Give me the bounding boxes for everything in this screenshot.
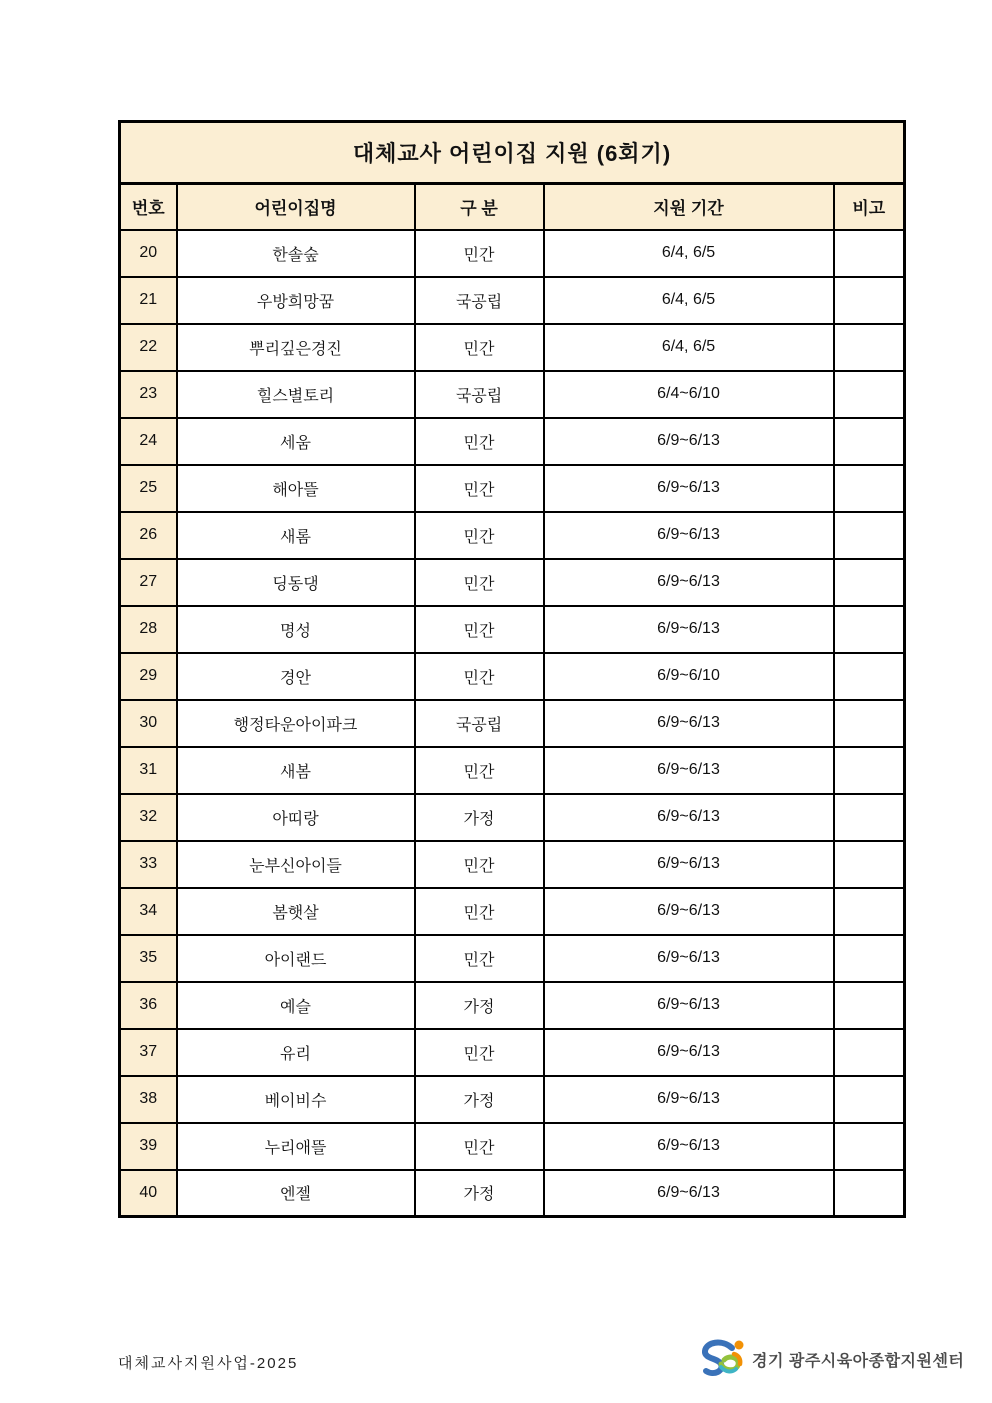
cell-center-name: 눈부신아이들 bbox=[177, 841, 415, 888]
cell-number: 21 bbox=[120, 277, 177, 324]
cell-center-name: 한솔숲 bbox=[177, 230, 415, 277]
cell-center-name: 명성 bbox=[177, 606, 415, 653]
cell-center-name: 봄햇살 bbox=[177, 888, 415, 935]
cell-type: 민간 bbox=[415, 747, 544, 794]
cell-period: 6/9~6/13 bbox=[544, 888, 834, 935]
cell-type: 민간 bbox=[415, 324, 544, 371]
cell-type: 국공립 bbox=[415, 371, 544, 418]
cell-number: 40 bbox=[120, 1170, 177, 1217]
cell-number: 29 bbox=[120, 653, 177, 700]
table-row bbox=[120, 559, 905, 606]
table-title-row bbox=[120, 122, 905, 184]
cell-period: 6/9~6/13 bbox=[544, 982, 834, 1029]
cell-center-name: 예슬 bbox=[177, 982, 415, 1029]
cell-number: 31 bbox=[120, 747, 177, 794]
cell-period: 6/9~6/13 bbox=[544, 512, 834, 559]
cell-period: 6/9~6/10 bbox=[544, 653, 834, 700]
cell-center-name: 힐스별토리 bbox=[177, 371, 415, 418]
cell-period: 6/9~6/13 bbox=[544, 700, 834, 747]
cell-note bbox=[834, 418, 905, 465]
footer-program-label: 대체교사지원사업-2025 bbox=[118, 1355, 299, 1372]
table-row bbox=[120, 935, 905, 982]
cell-center-name: 해아뜰 bbox=[177, 465, 415, 512]
cell-type: 민간 bbox=[415, 1123, 544, 1170]
footer-org-name: 경기 광주시육아종합지원센터 bbox=[752, 1352, 965, 1370]
cell-period: 6/4, 6/5 bbox=[544, 324, 834, 371]
cell-note bbox=[834, 1123, 905, 1170]
cell-center-name: 뿌리깊은경진 bbox=[177, 324, 415, 371]
table-row bbox=[120, 794, 905, 841]
cell-type: 민간 bbox=[415, 230, 544, 277]
cell-note bbox=[834, 230, 905, 277]
table-row bbox=[120, 512, 905, 559]
table-row bbox=[120, 230, 905, 277]
cell-period: 6/9~6/13 bbox=[544, 1029, 834, 1076]
cell-number: 22 bbox=[120, 324, 177, 371]
cell-center-name: 아이랜드 bbox=[177, 935, 415, 982]
cell-period: 6/4, 6/5 bbox=[544, 277, 834, 324]
cell-period: 6/9~6/13 bbox=[544, 606, 834, 653]
cell-note bbox=[834, 371, 905, 418]
cell-center-name: 우방희망꿈 bbox=[177, 277, 415, 324]
cell-type: 가정 bbox=[415, 794, 544, 841]
cell-note bbox=[834, 559, 905, 606]
cell-number: 32 bbox=[120, 794, 177, 841]
cell-type: 국공립 bbox=[415, 700, 544, 747]
cell-center-name: 딩동댕 bbox=[177, 559, 415, 606]
column-header-type: 구 분 bbox=[415, 184, 544, 230]
cell-center-name: 엔젤 bbox=[177, 1170, 415, 1217]
cell-number: 20 bbox=[120, 230, 177, 277]
cell-note bbox=[834, 982, 905, 1029]
cell-note bbox=[834, 1170, 905, 1217]
cell-period: 6/9~6/13 bbox=[544, 841, 834, 888]
cell-number: 28 bbox=[120, 606, 177, 653]
table-row bbox=[120, 465, 905, 512]
cell-note bbox=[834, 653, 905, 700]
cell-center-name: 베이비수 bbox=[177, 1076, 415, 1123]
support-table bbox=[118, 120, 906, 1218]
cell-type: 민간 bbox=[415, 841, 544, 888]
cell-number: 33 bbox=[120, 841, 177, 888]
cell-number: 30 bbox=[120, 700, 177, 747]
cell-type: 민간 bbox=[415, 935, 544, 982]
cell-center-name: 경안 bbox=[177, 653, 415, 700]
cell-type: 가정 bbox=[415, 1170, 544, 1217]
cell-number: 24 bbox=[120, 418, 177, 465]
cell-period: 6/4, 6/5 bbox=[544, 230, 834, 277]
cell-number: 26 bbox=[120, 512, 177, 559]
column-header-note: 비고 bbox=[834, 184, 905, 230]
cell-number: 36 bbox=[120, 982, 177, 1029]
cell-note bbox=[834, 1076, 905, 1123]
cell-type: 가정 bbox=[415, 982, 544, 1029]
table-row bbox=[120, 324, 905, 371]
cell-period: 6/4~6/10 bbox=[544, 371, 834, 418]
cell-period: 6/9~6/13 bbox=[544, 794, 834, 841]
cell-note bbox=[834, 606, 905, 653]
cell-period: 6/9~6/13 bbox=[544, 559, 834, 606]
cell-period: 6/9~6/13 bbox=[544, 1076, 834, 1123]
cell-type: 민간 bbox=[415, 465, 544, 512]
cell-number: 37 bbox=[120, 1029, 177, 1076]
cell-type: 국공립 bbox=[415, 277, 544, 324]
cell-note bbox=[834, 324, 905, 371]
cell-note bbox=[834, 700, 905, 747]
cell-center-name: 아띠랑 bbox=[177, 794, 415, 841]
table-row bbox=[120, 1076, 905, 1123]
cell-center-name: 유리 bbox=[177, 1029, 415, 1076]
cell-period: 6/9~6/13 bbox=[544, 418, 834, 465]
table-row bbox=[120, 606, 905, 653]
column-header-period: 지원 기간 bbox=[544, 184, 834, 230]
cell-note bbox=[834, 465, 905, 512]
cell-center-name: 새봄 bbox=[177, 747, 415, 794]
cell-number: 34 bbox=[120, 888, 177, 935]
table-row bbox=[120, 277, 905, 324]
cell-period: 6/9~6/13 bbox=[544, 465, 834, 512]
cell-type: 민간 bbox=[415, 888, 544, 935]
cell-type: 민간 bbox=[415, 418, 544, 465]
cell-note bbox=[834, 841, 905, 888]
cell-number: 35 bbox=[120, 935, 177, 982]
table-title: 대체교사 어린이집 지원 (6회기) bbox=[120, 122, 905, 184]
table-row bbox=[120, 841, 905, 888]
cell-note bbox=[834, 935, 905, 982]
cell-number: 25 bbox=[120, 465, 177, 512]
table-row bbox=[120, 747, 905, 794]
cell-number: 38 bbox=[120, 1076, 177, 1123]
cell-note bbox=[834, 1029, 905, 1076]
cell-center-name: 행정타운아이파크 bbox=[177, 700, 415, 747]
cell-type: 민간 bbox=[415, 559, 544, 606]
table-row bbox=[120, 418, 905, 465]
cell-number: 23 bbox=[120, 371, 177, 418]
table-row bbox=[120, 371, 905, 418]
table-row bbox=[120, 888, 905, 935]
cell-note bbox=[834, 277, 905, 324]
cell-number: 39 bbox=[120, 1123, 177, 1170]
column-header-no: 번호 bbox=[120, 184, 177, 230]
cell-period: 6/9~6/13 bbox=[544, 1123, 834, 1170]
cell-type: 민간 bbox=[415, 1029, 544, 1076]
cell-period: 6/9~6/13 bbox=[544, 1170, 834, 1217]
center-logo-icon bbox=[698, 1338, 746, 1380]
table-row bbox=[120, 982, 905, 1029]
cell-note bbox=[834, 888, 905, 935]
table-header-row bbox=[120, 184, 905, 230]
cell-note bbox=[834, 747, 905, 794]
table-row bbox=[120, 1170, 905, 1217]
table-row bbox=[120, 1029, 905, 1076]
cell-type: 민간 bbox=[415, 512, 544, 559]
cell-center-name: 누리애뜰 bbox=[177, 1123, 415, 1170]
table-row bbox=[120, 1123, 905, 1170]
table-row bbox=[120, 700, 905, 747]
footer-org bbox=[698, 1338, 964, 1380]
table-row bbox=[120, 653, 905, 700]
cell-note bbox=[834, 794, 905, 841]
cell-type: 가정 bbox=[415, 1076, 544, 1123]
column-header-name: 어린이집명 bbox=[177, 184, 415, 230]
cell-type: 민간 bbox=[415, 606, 544, 653]
cell-period: 6/9~6/13 bbox=[544, 747, 834, 794]
cell-period: 6/9~6/13 bbox=[544, 935, 834, 982]
cell-center-name: 새롬 bbox=[177, 512, 415, 559]
cell-number: 27 bbox=[120, 559, 177, 606]
cell-type: 민간 bbox=[415, 653, 544, 700]
cell-center-name: 세움 bbox=[177, 418, 415, 465]
cell-note bbox=[834, 512, 905, 559]
